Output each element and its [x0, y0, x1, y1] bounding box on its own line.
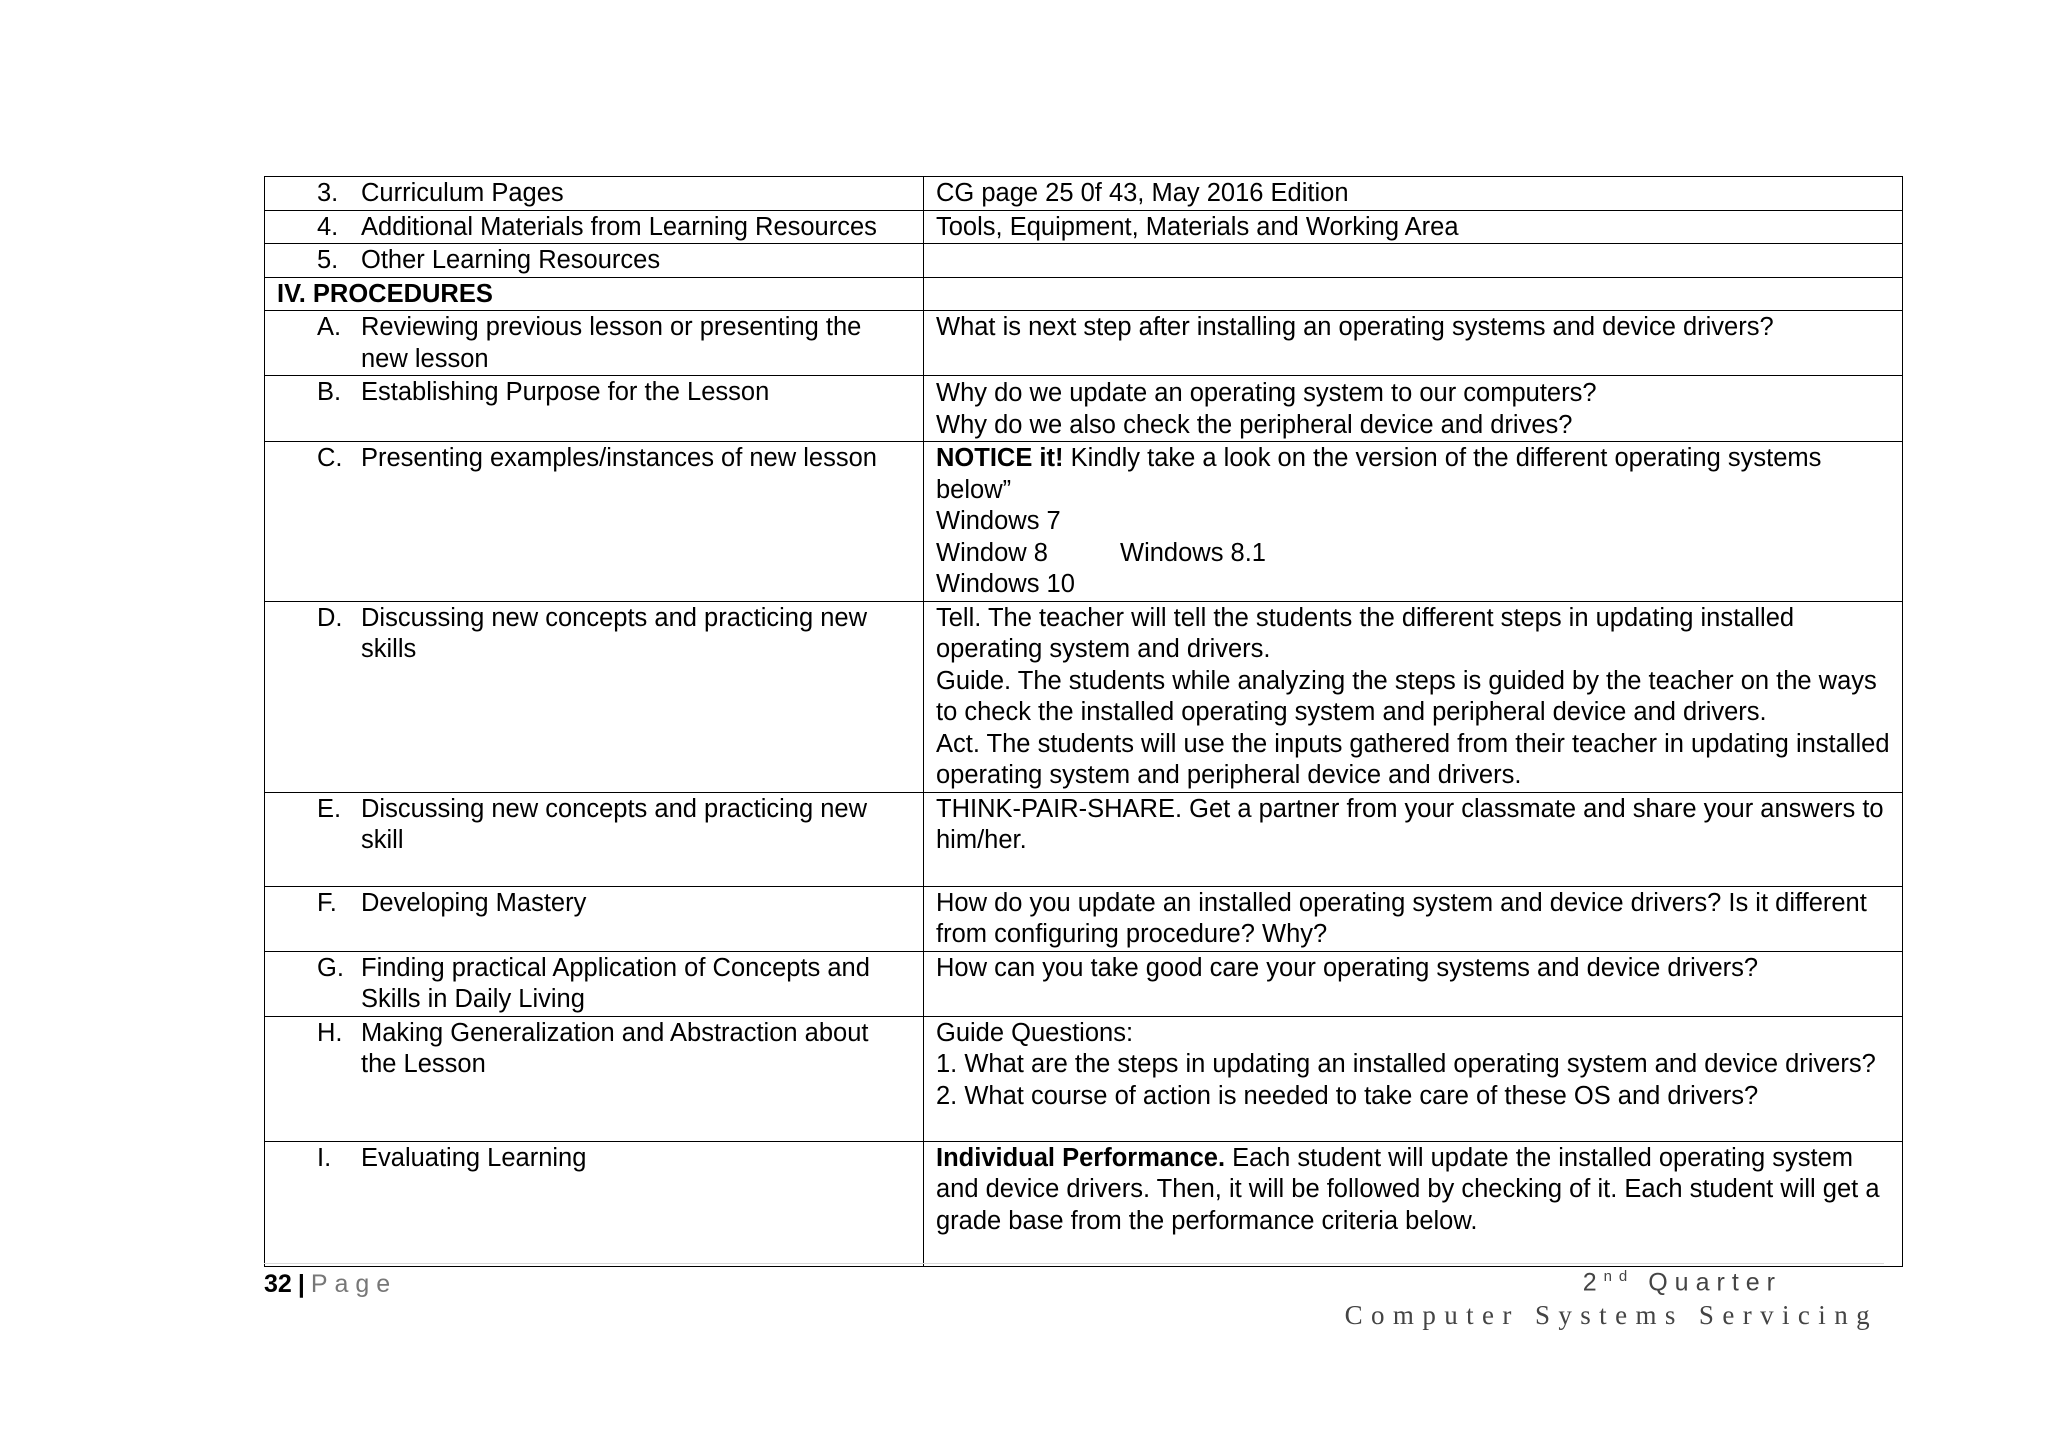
- content-line: Act. The students will use the inputs gathered from their teacher in updating installed operating system and peripheral device and drivers.: [936, 729, 1890, 789]
- table-row: [265, 244, 1903, 278]
- content-line: Why do we also check the peripheral device and drives?: [936, 410, 1573, 439]
- row-number: 4.: [317, 212, 339, 241]
- procedure-label: Finding practical Application of Concepts and Skills in Daily Living: [361, 953, 870, 1013]
- procedure-row-i: [265, 1141, 1903, 1266]
- quarter-label: [1583, 1268, 1782, 1297]
- procedure-label-cell: [265, 886, 924, 951]
- row-value: Tools, Equipment, Materials and Working Area: [924, 210, 1903, 244]
- table-row: [265, 210, 1903, 244]
- procedure-row-b: [265, 376, 1903, 442]
- procedure-label: Evaluating Learning: [361, 1143, 587, 1172]
- procedure-letter: F.: [317, 888, 337, 917]
- content-line: THINK-PAIR-SHARE. Get a partner from your classmate and share your answers to him/her.: [936, 794, 1884, 854]
- os-item: Window 8: [936, 538, 1048, 567]
- content-line: Tell. The teacher will tell the students the different steps in updating installed operating system and drivers.: [936, 603, 1795, 663]
- page-number-footer: [264, 1270, 397, 1299]
- procedure-content: [924, 886, 1903, 951]
- content-line: 2. What course of action is needed to take care of these OS and drivers?: [936, 1081, 1759, 1110]
- row-label-cell: [265, 177, 924, 211]
- procedure-label-cell: [265, 442, 924, 602]
- procedure-content: [924, 442, 1903, 602]
- empty-cell: [924, 277, 1903, 311]
- procedure-label-cell: [265, 1016, 924, 1141]
- lesson-plan-table: [264, 176, 1903, 1267]
- procedure-label-cell: [265, 1141, 924, 1266]
- procedure-content: [924, 601, 1903, 792]
- section-heading-row: [265, 277, 1903, 311]
- quarter-number: 2: [1582, 1268, 1604, 1297]
- os-item: Windows 10: [936, 570, 1075, 598]
- evaluation-text: Each student will update the installed operating system and device drivers. Then, it will be followed by checking of it. Each student will get a grade base from the performance criteria below.: [936, 1143, 1880, 1235]
- evaluation-lead: Individual Performance.: [936, 1143, 1226, 1172]
- os-row: [936, 538, 1890, 570]
- procedure-row-e: [265, 792, 1903, 886]
- quarter-suffix: nd: [1603, 1268, 1635, 1285]
- procedure-row-a: [265, 311, 1903, 376]
- procedure-letter: B.: [317, 378, 342, 406]
- procedure-row-h: [265, 1016, 1903, 1141]
- procedure-label: Making Generalization and Abstraction about the Lesson: [361, 1018, 869, 1078]
- content-line: 1. What are the steps in updating an installed operating system and device drivers?: [936, 1050, 1876, 1078]
- procedure-content: [924, 951, 1903, 1016]
- procedure-label-cell: [265, 311, 924, 376]
- os-item: Windows 8.1: [1120, 538, 1266, 567]
- subject-title: Computer Systems Servicing: [1344, 1300, 1878, 1330]
- procedure-row-c: [265, 442, 1903, 602]
- notice-lead: NOTICE it!: [936, 444, 1064, 472]
- content-line: Guide. The students while analyzing the steps is guided by the teacher on the ways to check the installed operating system and peripheral device and drivers.: [936, 666, 1877, 726]
- row-label-cell: [265, 210, 924, 244]
- row-label-cell: [265, 244, 924, 278]
- content-line: How can you take good care your operating systems and device drivers?: [936, 953, 1759, 982]
- section-heading: IV. PROCEDURES: [265, 277, 924, 311]
- row-value: CG page 25 0f 43, May 2016 Edition: [924, 177, 1903, 211]
- procedure-label: Discussing new concepts and practicing new skill: [361, 794, 868, 854]
- content-line: Guide Questions:: [936, 1018, 1134, 1047]
- row-value: [924, 244, 1903, 278]
- procedure-label: Reviewing previous lesson or presenting the new lesson: [361, 313, 862, 373]
- notice-paragraph: [936, 443, 1890, 506]
- procedure-label: Establishing Purpose for the Lesson: [361, 378, 770, 406]
- evaluation-paragraph: [936, 1143, 1890, 1238]
- procedure-content: [924, 792, 1903, 886]
- procedure-label: Discussing new concepts and practicing new skills: [361, 603, 868, 663]
- page-word: Page: [310, 1270, 398, 1298]
- footer-divider: [264, 1263, 1884, 1264]
- procedure-content: [924, 311, 1903, 376]
- os-item: Windows 7: [936, 507, 1061, 535]
- page-separator: |: [297, 1270, 305, 1298]
- row-label: Other Learning Resources: [361, 246, 661, 274]
- procedure-letter: I.: [317, 1143, 332, 1172]
- procedure-letter: G.: [317, 953, 344, 982]
- procedure-letter: A.: [317, 313, 342, 341]
- procedure-letter: D.: [317, 603, 343, 632]
- row-label: Curriculum Pages: [361, 179, 564, 207]
- table-row: [265, 177, 1903, 211]
- content-line: How do you update an installed operating system and device drivers? Is it different from configuring procedure? Why?: [936, 888, 1867, 948]
- row-number: 3.: [317, 179, 339, 207]
- content-line: What is next step after installing an operating systems and device drivers?: [936, 313, 1774, 341]
- procedure-letter: E.: [317, 794, 342, 823]
- procedure-letter: H.: [317, 1018, 343, 1047]
- procedure-row-g: [265, 951, 1903, 1016]
- procedure-label-cell: [265, 601, 924, 792]
- procedure-content: [924, 376, 1903, 442]
- content-line: Why do we update an operating system to our computers?: [936, 379, 1597, 407]
- procedure-letter: C.: [317, 444, 343, 472]
- procedure-label: Presenting examples/instances of new lesson: [361, 444, 877, 472]
- procedure-label-cell: [265, 792, 924, 886]
- procedure-row-d: [265, 601, 1903, 792]
- procedure-content: [924, 1141, 1903, 1266]
- procedure-row-f: [265, 886, 1903, 951]
- notice-text: Kindly take a look on the version of the different operating systems below”: [936, 444, 1822, 504]
- procedure-label: Developing Mastery: [361, 888, 587, 917]
- procedure-label-cell: [265, 376, 924, 442]
- procedure-content: [924, 1016, 1903, 1141]
- page-number: 32: [264, 1270, 292, 1298]
- row-number: 5.: [317, 246, 339, 274]
- row-label: Additional Materials from Learning Resources: [361, 212, 877, 241]
- procedure-label-cell: [265, 951, 924, 1016]
- quarter-word: Quarter: [1648, 1268, 1782, 1297]
